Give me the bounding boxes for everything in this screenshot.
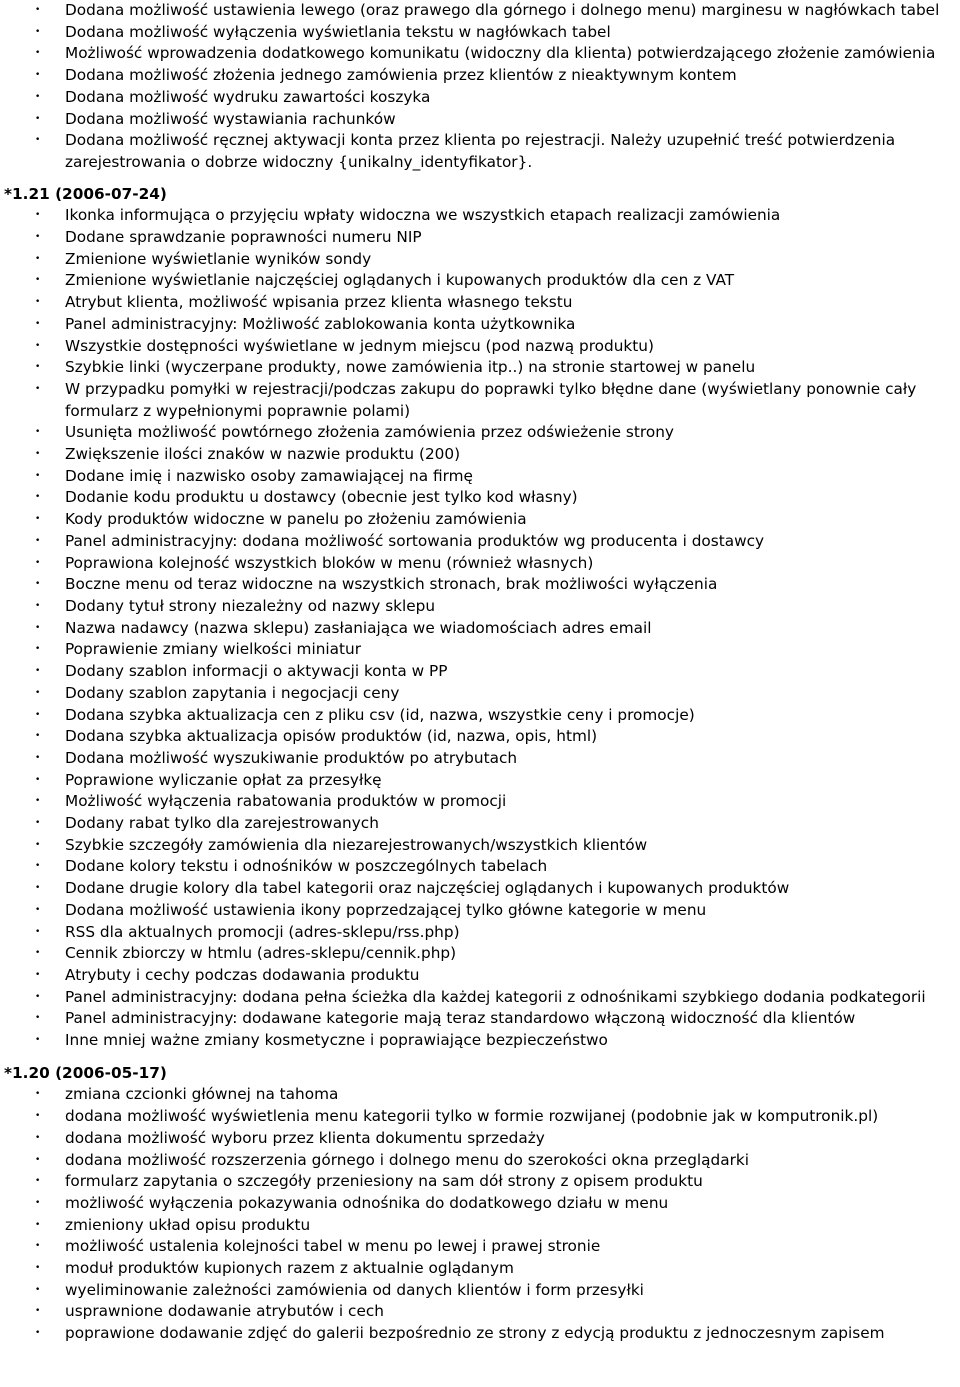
list-item — [0, 683, 960, 705]
bullet-icon: • — [35, 948, 41, 959]
bullet-icon: • — [35, 883, 41, 894]
list-item — [0, 965, 960, 987]
list-item — [0, 878, 960, 900]
bullet-icon: • — [35, 839, 41, 850]
bullet-icon: • — [35, 774, 41, 785]
list-item-text: Panel administracyjny: Możliwość zablokowania konta użytkownika — [65, 314, 576, 333]
bullet-icon: • — [35, 1306, 41, 1317]
list-item-text: Wszystkie dostępności wyświetlane w jednym miejscu (pod nazwą produktu) — [65, 336, 654, 355]
bullet-icon: • — [35, 861, 41, 872]
list-item — [0, 856, 960, 878]
list-item — [0, 22, 960, 44]
bullet-icon: • — [35, 752, 41, 763]
list-item — [0, 466, 960, 488]
bullet-icon: • — [35, 427, 41, 438]
bullet-icon: • — [35, 492, 41, 503]
list-item — [0, 1301, 960, 1323]
list-item — [0, 249, 960, 271]
list-item — [0, 791, 960, 813]
bullet-icon: • — [35, 969, 41, 980]
list-item — [0, 1030, 960, 1052]
list-item-text: Dodana możliwość wyszukiwanie produktów po atrybutach — [65, 748, 518, 767]
list-item-text: Ikonka informująca o przyjęciu wpłaty widoczna we wszystkich etapach realizacji zamówienia — [65, 206, 781, 225]
bullet-icon: • — [35, 731, 41, 742]
list-item-text: Dodana możliwość ustawienia lewego (oraz prawego dla górnego i dolnego menu) marginesu w nagłówkach tabel — [65, 1, 940, 19]
bullet-icon: • — [35, 449, 41, 460]
bullet-icon: • — [35, 1284, 41, 1295]
list-item-text: wyeliminowanie zależności zamówienia od danych klientów i form przesyłki — [65, 1280, 644, 1299]
list-item — [0, 227, 960, 249]
list-item-text: Dodany rabat tylko dla zarejestrowanych — [65, 814, 379, 833]
list-item-text: Szybkie szczegóły zamówienia dla niezarejestrowanych/wszystkich klientów — [65, 835, 648, 854]
list-item — [0, 726, 960, 748]
list-item — [0, 1323, 960, 1345]
bullet-icon: • — [35, 622, 41, 633]
list-item-text: Dodane sprawdzanie poprawności numeru NIP — [65, 228, 422, 247]
list-item — [0, 1236, 960, 1258]
list-item — [0, 336, 960, 358]
list-item — [0, 205, 960, 227]
list-item-text: zmieniony układ opisu produktu — [65, 1215, 311, 1234]
list-item — [0, 1106, 960, 1128]
bullet-icon: • — [35, 991, 41, 1002]
list-item-text: Dodany szablon zapytania i negocjacji ceny — [65, 683, 400, 702]
bullet-icon: • — [35, 362, 41, 373]
bullet-icon: • — [35, 1241, 41, 1252]
list-item-text: Dodanie kodu produktu u dostawcy (obecnie jest tylko kod własny) — [65, 488, 578, 507]
bullet-icon: • — [35, 514, 41, 525]
list-item-text: Dodana możliwość wystawiania rachunków — [65, 109, 396, 128]
list-item — [0, 900, 960, 922]
list-item — [0, 1084, 960, 1106]
intro-list — [0, 0, 960, 174]
bullet-icon: • — [35, 5, 41, 15]
bullet-icon: • — [35, 557, 41, 568]
list-item — [0, 618, 960, 640]
bullet-icon: • — [35, 579, 41, 590]
bullet-icon: • — [35, 644, 41, 655]
list-item-text: Panel administracyjny: dodana pełna ścieżka dla każdej kategorii z odnośnikami szybkiego dodania podkategorii — [65, 987, 926, 1006]
list-item-text: Dodana szybka aktualizacja cen z pliku csv (id, nazwa, wszystkie ceny i promocje) — [65, 705, 695, 724]
list-item-text: Kody produktów widoczne w panelu po złożeniu zamówienia — [65, 510, 527, 529]
list-item — [0, 0, 960, 22]
bullet-icon: • — [35, 232, 41, 243]
bullet-icon: • — [35, 709, 41, 720]
version-heading-1-20: *1.20 (2006-05-17) — [4, 1063, 167, 1082]
list-item — [0, 487, 960, 509]
list-item — [0, 596, 960, 618]
list-item — [0, 705, 960, 727]
bullet-icon: • — [35, 926, 41, 937]
bullet-icon: • — [35, 70, 41, 81]
list-item — [0, 43, 960, 65]
list-item — [0, 509, 960, 531]
list-item — [0, 748, 960, 770]
bullet-icon: • — [35, 1035, 41, 1046]
list-item-text: Dodana możliwość ręcznej aktywacji konta przez klienta po rejestracji. Należy uzupełnić treść potwierdzenia zarejestrowania o dobrze widoczny {unikalny_identyfikator}. — [65, 131, 896, 171]
list-item-text: Poprawiona kolejność wszystkich bloków w menu (również własnych) — [65, 553, 594, 572]
list-item — [0, 130, 960, 173]
bullet-icon: • — [35, 1154, 41, 1165]
bullet-icon: • — [35, 818, 41, 829]
bullet-icon: • — [35, 1219, 41, 1230]
bullet-icon: • — [35, 1132, 41, 1143]
version-1-20-list — [0, 1084, 960, 1344]
list-item-text: dodana możliwość rozszerzenia górnego i dolnego menu do szerokości okna przeglądarki — [65, 1150, 750, 1169]
bullet-icon: • — [35, 1089, 41, 1100]
bullet-icon: • — [35, 796, 41, 807]
list-item-text: Dodany szablon informacji o aktywacji konta w PP — [65, 662, 448, 681]
list-item-text: Dodana możliwość wydruku zawartości koszyka — [65, 87, 431, 106]
list-item — [0, 357, 960, 379]
list-item — [0, 270, 960, 292]
version-heading-1-21: *1.21 (2006-07-24) — [4, 184, 167, 203]
list-item — [0, 1193, 960, 1215]
list-item-text: Boczne menu od teraz widoczne na wszystkich stronach, brak możliwości wyłączenia — [65, 575, 718, 594]
bullet-icon: • — [35, 275, 41, 286]
list-item — [0, 987, 960, 1009]
list-item-text: W przypadku pomyłki w rejestracji/podczas zakupu do poprawki tylko błędne dane (wyświetlany ponownie cały formularz z wypełnionymi poprawnie polami) — [65, 379, 917, 420]
list-item-text: usprawnione dodawanie atrybutów i cech — [65, 1302, 384, 1321]
list-item-text: Panel administracyjny: dodana możliwość sortowania produktów wg producenta i dostawcy — [65, 531, 765, 550]
bullet-icon: • — [35, 687, 41, 698]
list-item — [0, 574, 960, 596]
list-item-text: Dodana możliwość ustawienia ikony poprzedzającej tylko główne kategorie w menu — [65, 900, 707, 919]
list-item — [0, 835, 960, 857]
bullet-icon: • — [35, 26, 41, 37]
list-item-text: Poprawienie zmiany wielkości miniatur — [65, 640, 362, 659]
list-item-text: Dodane kolory tekstu i odnośników w poszczególnych tabelach — [65, 857, 548, 876]
list-item-text: Zmienione wyświetlanie wyników sondy — [65, 249, 372, 268]
list-item-text: Usunięta możliwość powtórnego złożenia zamówienia przez odświeżenie strony — [65, 423, 674, 442]
list-item-text: Możliwość wprowadzenia dodatkowego komunikatu (widoczny dla klienta) potwierdzającego złożenie zamówienia — [65, 44, 936, 63]
list-item — [0, 379, 960, 422]
list-item-text: Dodana szybka aktualizacja opisów produktów (id, nazwa, opis, html) — [65, 727, 598, 746]
list-item-text: Dodane imię i nazwisko osoby zamawiającej na firmę — [65, 466, 473, 485]
list-item — [0, 1008, 960, 1030]
list-item — [0, 109, 960, 131]
bullet-icon: • — [35, 1263, 41, 1274]
list-item-text: Dodana możliwość złożenia jednego zamówienia przez klientów z nieaktywnym kontem — [65, 66, 737, 85]
bullet-icon: • — [35, 340, 41, 351]
list-item — [0, 87, 960, 109]
list-item — [0, 1280, 960, 1302]
list-item — [0, 531, 960, 553]
bullet-icon: • — [35, 904, 41, 915]
list-item-text: Dodany tytuł strony niezależny od nazwy sklepu — [65, 596, 436, 615]
list-item — [0, 1128, 960, 1150]
list-item-text: RSS dla aktualnych promocji (adres-sklepu/rss.php) — [65, 922, 460, 941]
list-item-text: poprawione dodawanie zdjęć do galerii bezpośrednio ze strony z edycją produktu z jednoczesnym zapisem — [65, 1324, 885, 1343]
bullet-icon: • — [35, 1328, 41, 1339]
bullet-icon: • — [35, 535, 41, 546]
list-item-text: Panel administracyjny: dodawane kategorie mają teraz standardowo włączoną widoczność dla klientów — [65, 1009, 856, 1028]
list-item — [0, 639, 960, 661]
list-item — [0, 943, 960, 965]
bullet-icon: • — [35, 666, 41, 677]
list-item-text: Nazwa nadawcy (nazwa sklepu) zasłaniająca we wiadomościach adres email — [65, 618, 652, 637]
list-item-text: zmiana czcionki głównej na tahoma — [65, 1085, 339, 1104]
bullet-icon: • — [35, 1013, 41, 1024]
list-item-text: formularz zapytania o szczegóły przeniesiony na sam dół strony z opisem produktu — [65, 1172, 703, 1191]
version-1-21-list — [0, 205, 960, 1051]
list-item-text: możliwość wyłączenia pokazywania odnośnika do dodatkowego działu w menu — [65, 1193, 669, 1212]
list-item-text: Szybkie linki (wyczerpane produkty, nowe zamówienia itp..) na stronie startowej w panelu — [65, 358, 756, 377]
list-item — [0, 922, 960, 944]
list-item — [0, 770, 960, 792]
list-item — [0, 1150, 960, 1172]
list-item-text: Zwiększenie ilości znaków w nazwie produktu (200) — [65, 445, 461, 464]
list-item-text: Zmienione wyświetlanie najczęściej oglądanych i kupowanych produktów dla cen z VAT — [65, 271, 735, 290]
list-item — [0, 1171, 960, 1193]
bullet-icon: • — [35, 253, 41, 264]
bullet-icon: • — [35, 210, 41, 221]
list-item-text: możliwość ustalenia kolejności tabel w menu po lewej i prawej stronie — [65, 1237, 601, 1256]
list-item-text: Cennik zbiorczy w htmlu (adres-sklepu/cennik.php) — [65, 944, 457, 963]
list-item-text: dodana możliwość wyświetlenia menu kategorii tylko w formie rozwijanej (podobnie jak w komputronik.pl) — [65, 1107, 879, 1126]
list-item-text: Inne mniej ważne zmiany kosmetyczne i poprawiające bezpieczeństwo — [65, 1031, 608, 1050]
bullet-icon: • — [35, 113, 41, 124]
list-item — [0, 314, 960, 336]
list-item-text: moduł produktów kupionych razem z aktualnie oglądanym — [65, 1259, 514, 1278]
list-item — [0, 1258, 960, 1280]
list-item — [0, 65, 960, 87]
list-item — [0, 553, 960, 575]
list-item — [0, 444, 960, 466]
bullet-icon: • — [35, 600, 41, 611]
list-item — [0, 422, 960, 444]
list-item — [0, 813, 960, 835]
bullet-icon: • — [35, 297, 41, 308]
list-item-text: Poprawione wyliczanie opłat za przesyłkę — [65, 770, 382, 789]
list-item — [0, 661, 960, 683]
bullet-icon: • — [35, 1176, 41, 1187]
list-item — [0, 292, 960, 314]
bullet-icon: • — [35, 383, 41, 394]
bullet-icon: • — [35, 91, 41, 102]
bullet-icon: • — [35, 470, 41, 481]
bullet-icon: • — [35, 1197, 41, 1208]
list-item-text: Możliwość wyłączenia rabatowania produktów w promocji — [65, 792, 507, 811]
list-item-text: Dodana możliwość wyłączenia wyświetlania tekstu w nagłówkach tabel — [65, 22, 611, 41]
list-item-text: Atrybut klienta, możliwość wpisania przez klienta własnego tekstu — [65, 293, 573, 312]
bullet-icon: • — [35, 318, 41, 329]
list-item — [0, 1215, 960, 1237]
bullet-icon: • — [35, 1111, 41, 1122]
list-item-text: Dodane drugie kolory dla tabel kategorii oraz najczęściej oglądanych i kupowanych produktów — [65, 879, 790, 898]
list-item-text: dodana możliwość wyboru przez klienta dokumentu sprzedaży — [65, 1128, 545, 1147]
bullet-icon: • — [35, 48, 41, 59]
bullet-icon: • — [35, 135, 41, 146]
list-item-text: Atrybuty i cechy podczas dodawania produktu — [65, 965, 420, 984]
